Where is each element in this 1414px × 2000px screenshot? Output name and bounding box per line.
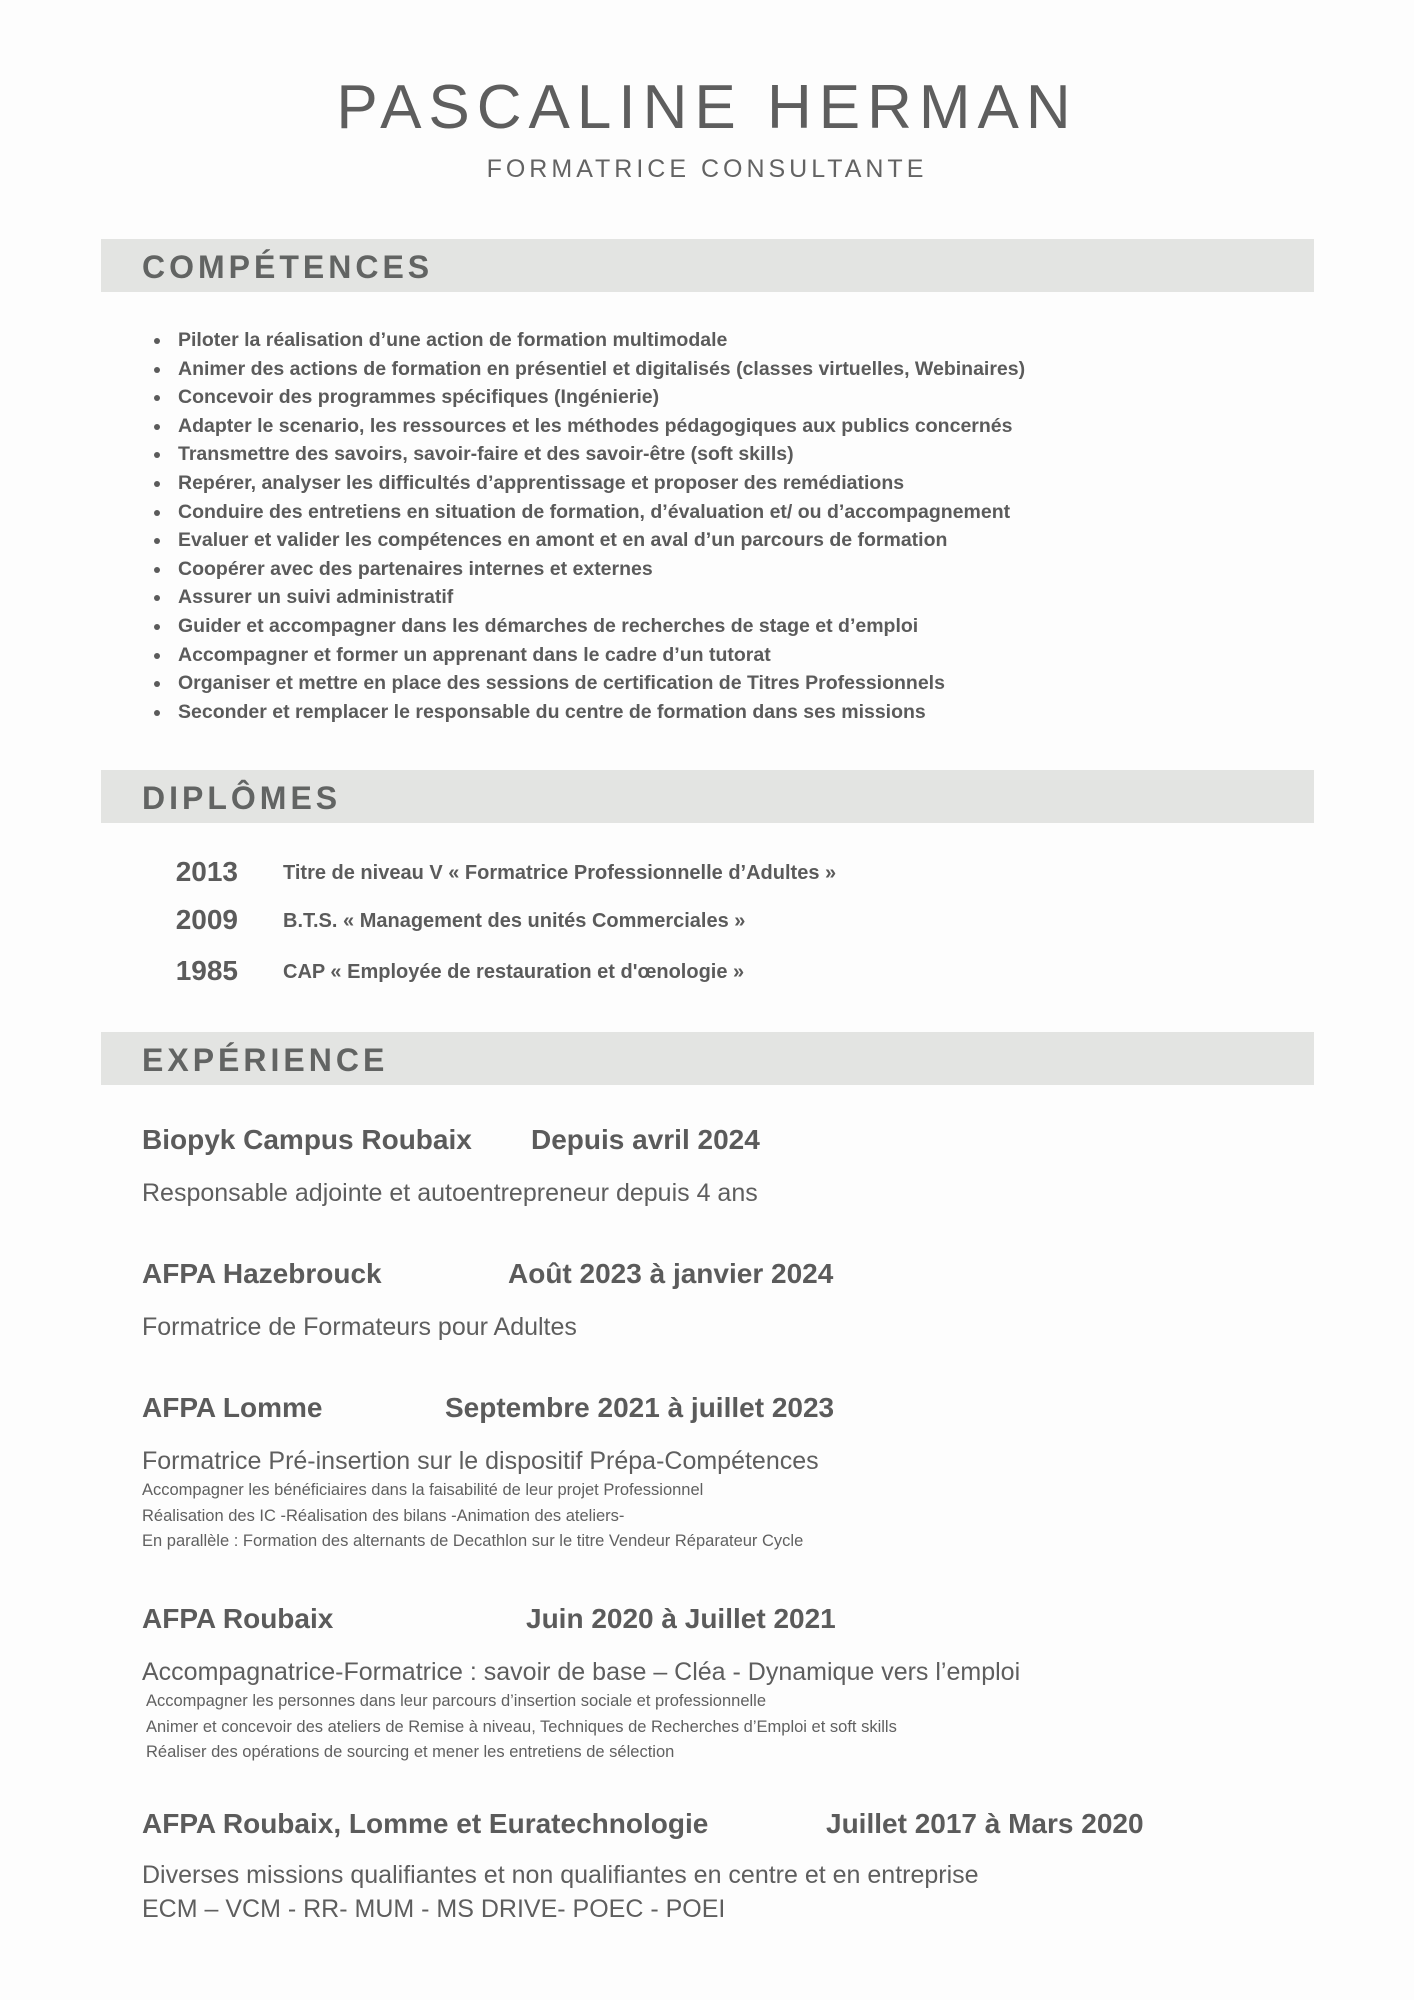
job-dates: Août 2023 à janvier 2024 — [508, 1258, 834, 1289]
competence-item: Transmettre des savoirs, savoir-faire et des savoir-être (soft skills) — [178, 440, 1278, 469]
job-detail: Accompagner les bénéficiaires dans la faisabilité de leur projet Professionnel — [142, 1481, 704, 1499]
job-details — [142, 1478, 1322, 1555]
diplome-year: 2009 — [175, 904, 238, 935]
diplome-row — [0, 904, 1414, 944]
diplome-year: 1985 — [175, 955, 238, 986]
job-company: AFPA Roubaix, Lomme et Euratechnologie — [142, 1808, 709, 1839]
diplome-row — [0, 856, 1414, 896]
competences-list — [140, 326, 1278, 726]
job-dates: Juin 2020 à Juillet 2021 — [526, 1603, 836, 1634]
job-details — [142, 1689, 1322, 1766]
experience-entry — [142, 1258, 1322, 1344]
competence-item: Piloter la réalisation d’une action de formation multimodale — [178, 326, 1278, 355]
competence-item: Adapter le scenario, les ressources et les méthodes pédagogiques aux publics concernés — [178, 412, 1278, 441]
candidate-name: PASCALINE HERMAN — [336, 73, 1078, 142]
job-dates: Depuis avril 2024 — [531, 1124, 760, 1155]
job-company: AFPA Hazebrouck — [142, 1258, 382, 1289]
experience-section-header — [101, 1032, 1314, 1085]
competence-item: Guider et accompagner dans les démarches de recherches de stage et d’emploi — [178, 612, 1278, 641]
competence-item: Conduire des entretiens en situation de formation, d’évaluation et/ ou d’accompagnement — [178, 498, 1278, 527]
experience-entry — [142, 1603, 1322, 1766]
competence-item: Assurer un suivi administratif — [178, 583, 1278, 612]
experience-entry — [142, 1392, 1322, 1555]
competence-item: Animer des actions de formation en présentiel et digitalisés (classes virtuelles, Webinaires) — [178, 355, 1278, 384]
diplome-title: Titre de niveau V « Formatrice Professionnelle d’Adultes » — [283, 862, 837, 884]
diplome-title: B.T.S. « Management des unités Commerciales » — [283, 910, 746, 932]
diplome-year: 2013 — [175, 856, 238, 887]
job-role: Accompagnatrice-Formatrice : savoir de base – Cléa - Dynamique vers l’emploi — [142, 1658, 1021, 1686]
competence-item: Repérer, analyser les difficultés d’apprentissage et proposer des remédiations — [178, 469, 1278, 498]
job-company: AFPA Roubaix — [142, 1603, 334, 1634]
job-dates: Juillet 2017 à Mars 2020 — [826, 1808, 1144, 1839]
competence-item: Evaluer et valider les compétences en amont et en aval d’un parcours de formation — [178, 526, 1278, 555]
job-company: AFPA Lomme — [142, 1392, 323, 1423]
competences-heading: COMPÉTENCES — [142, 249, 434, 285]
job-extra: ECM – VCM - RR- MUM - MS DRIVE- POEC - POEI — [142, 1895, 726, 1923]
job-role: Diverses missions qualifiantes et non qualifiantes en centre et en entreprise — [142, 1861, 979, 1889]
competence-item: Concevoir des programmes spécifiques (Ingénierie) — [178, 383, 1278, 412]
job-role: Formatrice Pré-insertion sur le dispositif Prépa-Compétences — [142, 1447, 819, 1475]
diplome-title: CAP « Employée de restauration et d'œnologie » — [283, 961, 745, 983]
competence-item: Organiser et mettre en place des sessions de certification de Titres Professionnels — [178, 669, 1278, 698]
diplomes-heading: DIPLÔMES — [142, 780, 342, 816]
job-detail: Réaliser des opérations de sourcing et mener les entretiens de sélection — [146, 1743, 675, 1761]
experience-entry — [142, 1124, 1322, 1210]
competences-section-header — [101, 239, 1314, 292]
job-detail: Animer et concevoir des ateliers de Remise à niveau, Techniques de Recherches d’Emploi et soft skills — [146, 1717, 897, 1736]
experience-entry — [142, 1808, 1322, 1926]
job-detail: Accompagner les personnes dans leur parcours d’insertion sociale et professionnelle — [146, 1692, 767, 1710]
candidate-title: FORMATRICE CONSULTANTE — [486, 155, 928, 183]
diplomes-section-header — [101, 770, 1314, 823]
competence-item: Accompagner et former un apprenant dans le cadre d’un tutorat — [178, 641, 1278, 670]
competence-item: Coopérer avec des partenaires internes et externes — [178, 555, 1278, 584]
job-dates: Septembre 2021 à juillet 2023 — [445, 1392, 835, 1423]
job-detail: Réalisation des IC -Réalisation des bilans -Animation des ateliers- — [142, 1506, 625, 1525]
job-company: Biopyk Campus Roubaix — [142, 1124, 472, 1155]
job-detail: En parallèle : Formation des alternants de Decathlon sur le titre Vendeur Réparateur Cycle — [142, 1532, 804, 1550]
job-role: Responsable adjointe et autoentrepreneur depuis 4 ans — [142, 1179, 758, 1207]
experience-heading: EXPÉRIENCE — [142, 1042, 389, 1078]
diplome-row — [0, 955, 1414, 995]
competence-item: Seconder et remplacer le responsable du centre de formation dans ses missions — [178, 698, 1278, 727]
job-role: Formatrice de Formateurs pour Adultes — [142, 1313, 577, 1341]
